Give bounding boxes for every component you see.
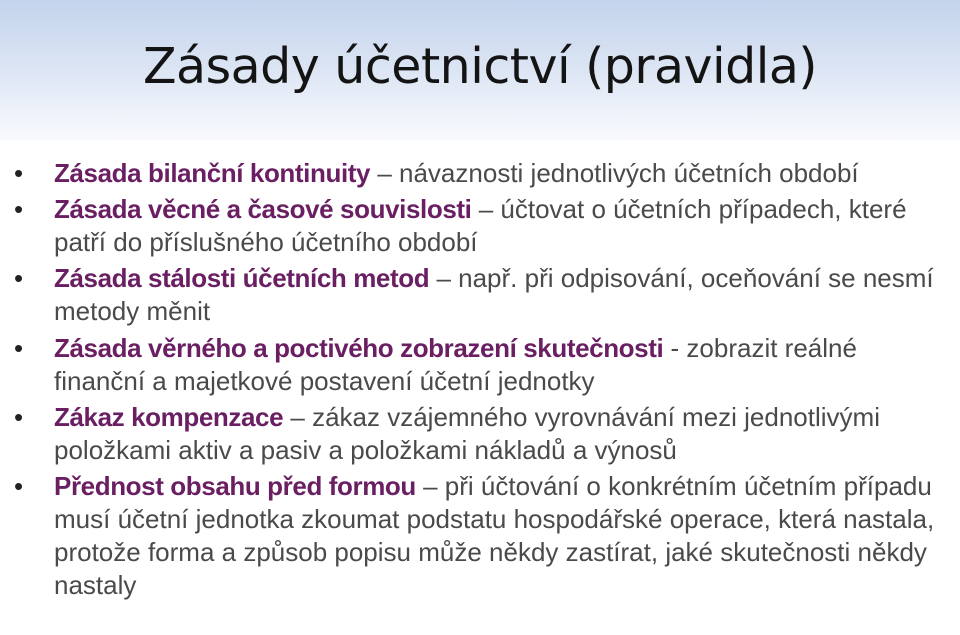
bullet-dot-icon: • [14, 194, 24, 224]
principle-term: Zásada věcné a časové souvislosti [54, 194, 472, 224]
bullet-dot-icon: • [14, 263, 24, 293]
bullet-dot-icon: • [14, 333, 24, 363]
principle-description: – zákaz vzájemného vyrovnávání mezi jednotlivými položkami aktiv a pasiv a položkami nákladů a výnosů [54, 402, 880, 465]
list-item [10, 470, 955, 602]
bullet-dot-icon: • [14, 471, 24, 501]
bullet-list [10, 157, 955, 605]
bullet-dot-icon: • [14, 158, 24, 188]
slide-title: Zásady účetnictví (pravidla) [142, 38, 818, 95]
list-item [10, 262, 955, 328]
list-item [10, 332, 955, 398]
principle-description: – návaznosti jednotlivých účetních období [370, 158, 859, 188]
principle-description: – např. při odpisování, oceňování se nesmí metody měnit [54, 263, 934, 326]
bullet-dot-icon: • [14, 402, 24, 432]
list-item [10, 401, 955, 467]
list-item [10, 157, 955, 190]
principle-term: Přednost obsahu před formou [54, 471, 416, 501]
principle-term: Zákaz kompenzace [54, 402, 284, 432]
principle-term: Zásada věrného a poctivého zobrazení skutečnosti [54, 333, 664, 363]
principle-description: – účtovat o účetních případech, které patří do příslušného účetního období [54, 194, 907, 257]
principle-description: - zobrazit reálné finanční a majetkové postavení účetní jednotky [54, 333, 857, 396]
principle-description: – při účtování o konkrétním účetním případu musí účetní jednotka zkoumat podstatu hospodářské operace, která nastala, protože forma a způsob popisu může někdy zastírat, jaké skutečnosti někdy nastaly [54, 471, 935, 600]
principle-term: Zásada stálosti účetních metod [54, 263, 430, 293]
principle-term: Zásada bilanční kontinuity [54, 158, 371, 188]
list-item [10, 193, 955, 259]
